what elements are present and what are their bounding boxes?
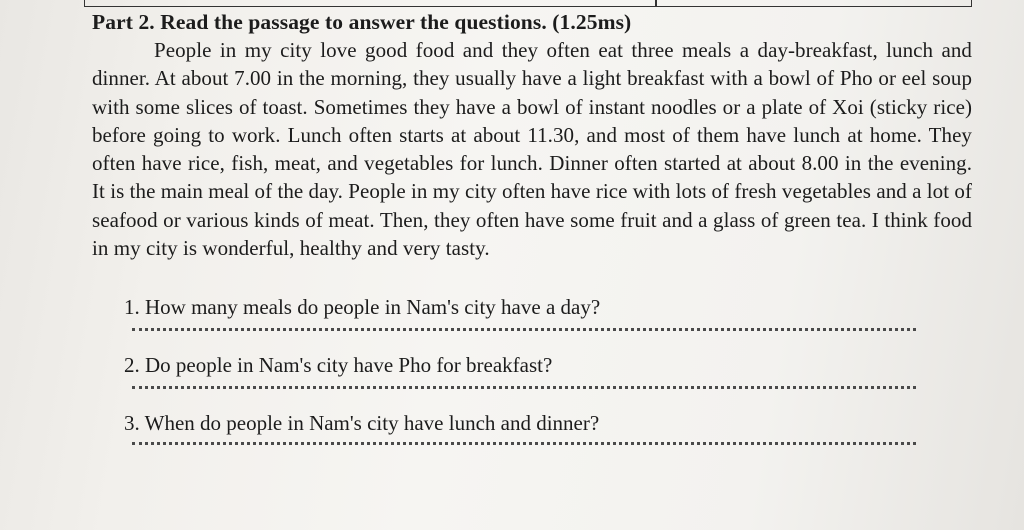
- question-item: [124, 352, 972, 410]
- answer-line[interactable]: [132, 386, 916, 389]
- reading-passage: People in my city love good food and they often eat three meals a day-breakfast, lunch and dinner. At about 7.00 in the morning, they usually have a light breakfast with a bowl of Pho or eel soup with some slices of toast. Sometimes they have a bowl of instant noodles or a plate of Xoi (sticky rice) before going to work. Lunch often starts at about 11.30, and most of them have lunch at home. They often have rice, fish, meat, and vegetables for lunch. Dinner often started at about 8.00 in the evening. It is the main meal of the day. People in my city often have rice with lots of fresh vegetables and a lot of seafood or various kinds of meat. Then, they often have some fruit and a glass of green tea. I think food in my city is wonderful, healthy and very tasty.: [92, 38, 972, 261]
- question-item: [124, 410, 972, 468]
- question-list: [92, 294, 972, 468]
- answer-line[interactable]: [132, 328, 916, 331]
- part-heading: Part 2. Read the passage to answer the questions. (1.25ms): [92, 10, 632, 34]
- table-border-top: [84, 0, 972, 7]
- question-text: 1. How many meals do people in Nam's city have a day?: [124, 295, 601, 320]
- question-text: 2. Do people in Nam's city have Pho for breakfast?: [124, 353, 553, 378]
- question-item: [124, 294, 972, 352]
- answer-line[interactable]: [132, 442, 916, 445]
- table-divider: [655, 0, 657, 6]
- question-text: 3. When do people in Nam's city have lunch and dinner?: [124, 411, 600, 436]
- worksheet-page: [92, 8, 972, 468]
